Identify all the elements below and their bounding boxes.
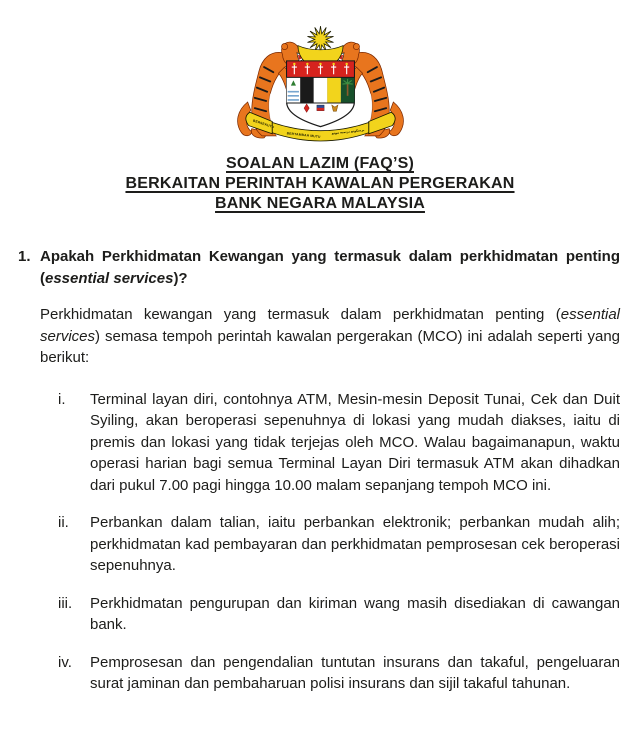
- list-marker: iii.: [58, 594, 73, 612]
- list-item-text: Perbankan dalam talian, iaitu perbankan elektronik; perbankan mudah alih; perkhidmatan kad pembayaran dan perkhidmatan pemprosesan cek beroperasi sepenuhnya.: [90, 514, 620, 574]
- document-title: [0, 154, 640, 214]
- motto-jawi-text: برسكوتو برتمبه موتو: [330, 127, 365, 136]
- intro-text-after: ) semasa tempoh perintah kawalan pergerakan (MCO) ini adalah seperti yang berikut:: [40, 327, 620, 366]
- answer-intro-paragraph: [40, 304, 620, 369]
- question-text-italic: essential services: [45, 269, 174, 287]
- list-item-text: Terminal layan diri, contohnya ATM, Mesin-mesin Deposit Tunai, Cek dan Duit Syiling, akan beroperasi sepenuhnya di lokasi yang mudah diakses, iaitu di premis dan lokasi yang tidak terjejas oleh MCO. Walau bagaimanapun, waktu operasi harian bagi semua Terminal Layan Diri termasuk ATM akan dihadkan dari pukul 7.00 pagi hingga 10.00 malam sepanjang tempoh MCO ini.: [90, 390, 620, 494]
- list-item-ii: [58, 512, 620, 577]
- motto-center-text: BERTAMBAH MUTU: [286, 131, 321, 139]
- title-line-1: SOALAN LAZIM (FAQ’S): [226, 155, 414, 172]
- faq-question-1: [18, 246, 620, 289]
- list-marker: iv.: [58, 653, 72, 671]
- list-marker: ii.: [58, 514, 69, 531]
- intro-text-before: Perkhidmatan kewangan yang termasuk dalam perkhidmatan penting (: [40, 306, 561, 323]
- title-line-2: BERKAITAN PERINTAH KAWALAN PERGERAKAN: [125, 175, 515, 192]
- federal-star-icon: [307, 26, 333, 53]
- list-item-iv: [58, 652, 620, 695]
- list-item-text: Perkhidmatan pengurupan dan kiriman wang masih disediakan di cawangan bank.: [90, 594, 620, 633]
- list-item-text: Pemprosesan dan pengendalian tuntutan insurans dan takaful, pengeluaran surat jaminan dan pembaharuan polisi insurans dan sijil takaful tahunan.: [90, 653, 620, 692]
- coat-of-arms-graphic: [233, 24, 408, 142]
- question-number: 1.: [18, 248, 31, 265]
- list-item-iii: [58, 593, 620, 636]
- title-line-3: BANK NEGARA MALAYSIA: [215, 195, 425, 212]
- question-text-after: )?: [173, 269, 188, 287]
- malaysia-coat-of-arms: [0, 0, 640, 142]
- list-item-i: [58, 389, 620, 497]
- list-marker: i.: [58, 390, 66, 408]
- question-text-before: Apakah Perkhidmatan Kewangan yang termasuk dalam perkhidmatan penting (: [40, 248, 620, 287]
- shield-icon: [286, 61, 354, 127]
- answer-list: [0, 389, 640, 695]
- question-text: [40, 246, 620, 289]
- motto-left-text: BERSEKUTU: [251, 118, 275, 130]
- intro-text-italic: essential services: [40, 306, 620, 345]
